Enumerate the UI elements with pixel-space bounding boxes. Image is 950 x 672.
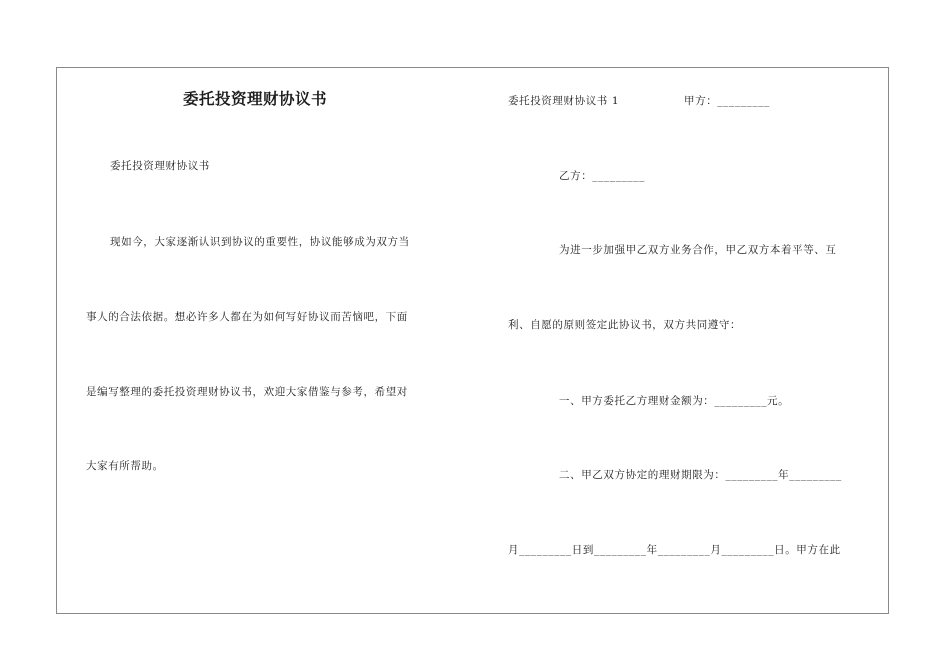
paragraph-line: 大家有所帮助。 bbox=[86, 460, 164, 472]
intro-line: 为进一步加强甲乙双方业务合作，甲乙双方本着平等、互 bbox=[559, 244, 837, 256]
paragraph-line: 现如今，大家逐渐认识到协议的重要性，协议能够成为双方当 bbox=[110, 236, 410, 248]
clause-term-line: 月_________日到_________年_________月_________日。甲方在此 bbox=[508, 544, 841, 556]
document-subtitle: 委托投资理财协议书 bbox=[110, 160, 210, 172]
document-page bbox=[56, 67, 889, 614]
paragraph-line: 事人的合法依据。想必许多人都在为如何写好协议而苦恼吧，下面 bbox=[86, 311, 408, 323]
paragraph-line: 是编写整理的委托投资理财协议书，欢迎大家借鉴与参考，希望对 bbox=[86, 386, 408, 398]
right-header-title: 委托投资理财协议书 1 bbox=[508, 95, 620, 107]
party-a-field: 甲方：_________ bbox=[684, 95, 770, 107]
clause-term-line: 二、甲乙双方协定的理财期限为：_________年_________ bbox=[559, 469, 842, 481]
party-b-field: 乙方：_________ bbox=[559, 170, 645, 182]
document-title: 委托投资理财协议书 bbox=[183, 90, 328, 108]
clause-amount: 一、甲方委托乙方理财金额为：_________元。 bbox=[559, 395, 790, 407]
intro-line: 利、自愿的原则签定此协议书，双方共同遵守： bbox=[508, 319, 742, 331]
